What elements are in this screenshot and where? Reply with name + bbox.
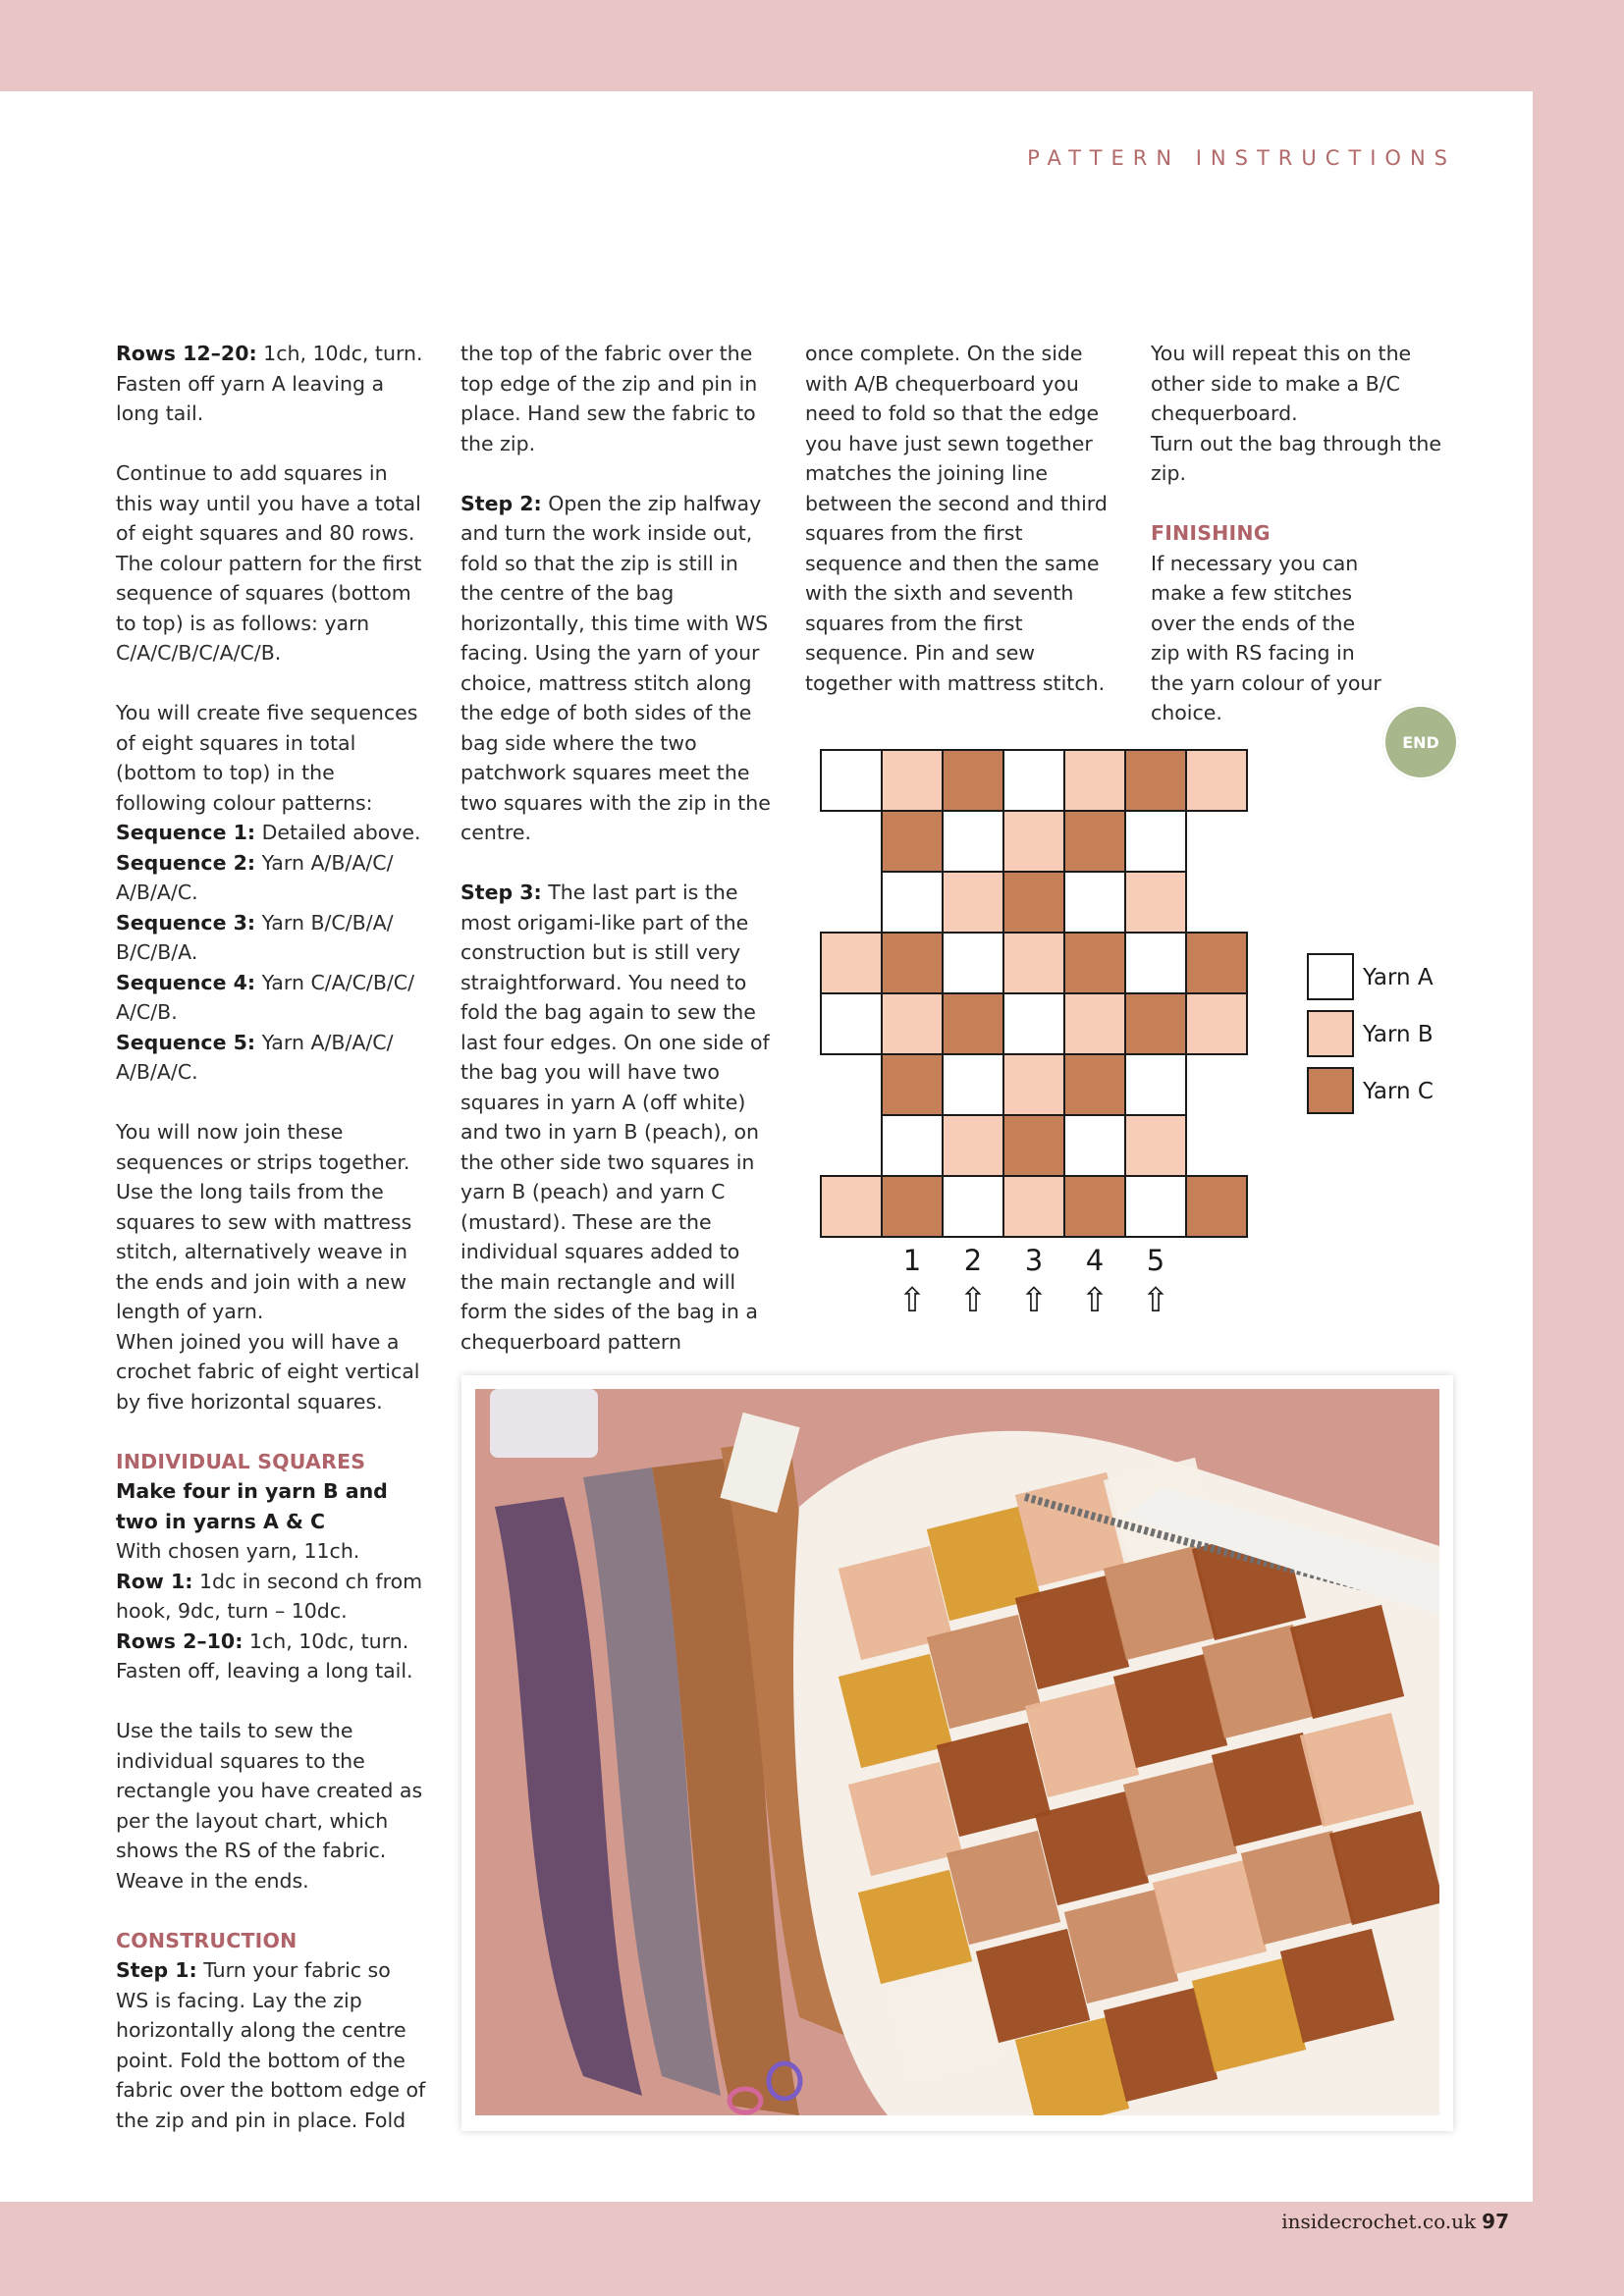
chart-cell-r1-c6 [1125, 750, 1186, 811]
sequence-5-text: Yarn A/B/A/C/ A/B/A/C. [116, 1030, 394, 1084]
chart-cell-r4-c4 [1003, 933, 1064, 993]
chart-cell-r6-c3 [943, 1054, 1003, 1115]
chart-cell-r1-c7 [1186, 750, 1247, 811]
chart-cell-r2-c2 [882, 811, 943, 872]
page-number: 97 [1482, 2210, 1509, 2233]
chart-cell-r1-c4 [1003, 750, 1064, 811]
sequence-2 [116, 848, 428, 908]
footer [1281, 2210, 1509, 2233]
sequence-3-text: Yarn B/C/B/A/ B/C/B/A. [116, 910, 394, 964]
chart-cell-r5-c7 [1186, 993, 1247, 1054]
sequence-arrow-5: ⇧ [1141, 1281, 1170, 1320]
rows-2-10-label: Rows 2–10: [116, 1629, 244, 1653]
column-2 [460, 339, 773, 1357]
sequence-label-3: 3 [1024, 1244, 1044, 1277]
column-1 [116, 339, 428, 2135]
chart-cell-r3-c6 [1125, 872, 1186, 933]
step-2-label: Step 2: [460, 491, 542, 515]
photo-frame [461, 1375, 1453, 2131]
tails-paragraph: Use the tails to sew the individual squares to the rectangle you have created as per the layout chart, which shows the RS of the fabric. Weave in the ends. [116, 1719, 423, 1893]
chart-cell-r7-c3 [943, 1115, 1003, 1176]
row-1-text: 1dc in second ch from hook, 9dc, turn – 10dc. [116, 1569, 423, 1623]
chart-cell-r2-c5 [1064, 811, 1125, 872]
chart-cell-r5-c4 [1003, 993, 1064, 1054]
sequence-3 [116, 908, 428, 968]
chart-cell-r2-c6 [1125, 811, 1186, 872]
rows-2-10 [116, 1627, 428, 1686]
legend-label-c: Yarn C [1363, 1079, 1434, 1104]
sequence-label-2: 2 [963, 1244, 983, 1277]
rows-12-20-label: Rows 12–20: [116, 342, 257, 365]
sequence-4-label: Sequence 4: [116, 970, 256, 994]
chart-cell-r6-c4 [1003, 1054, 1064, 1115]
chart-cell-r7-c2 [882, 1115, 943, 1176]
step-3-text: The last part is the most origami-like part of the construction but is still very straightforward. You need to fold the bag again to sew the last four edges. On one side of the bag you will have two squares in yarn A (off white) and two in yarn B (peach), on the other side two squares in yarn B (peach) and yarn C (mustard). These are the individual squares added to the main rectangle and will form the sides of the bag in a chequerboard pattern [460, 881, 770, 1354]
column-4 [1151, 339, 1445, 728]
construction-heading: CONSTRUCTION [116, 1928, 298, 1952]
legend-label-a: Yarn A [1363, 965, 1434, 990]
chart-cell-r8-c6 [1125, 1176, 1186, 1237]
chart-cell-r4-c7 [1186, 933, 1247, 993]
finishing-heading: FINISHING [1151, 521, 1271, 545]
footer-site: insidecrochet.co.uk [1281, 2210, 1477, 2233]
chart-cell-r8-c3 [943, 1176, 1003, 1237]
step-2-text: Open the zip halfway and turn the work inside out, fold so that the zip is still in the centre of the bag horizontally, this time with WS facing. Using the yarn of your choice, mattress stitch along the edge of both sides of the bag side where the two patchwork squares meet the two squares with the zip in the centre. [460, 491, 771, 844]
individual-squares-heading: INDIVIDUAL SQUARES [116, 1449, 366, 1473]
chequerboard-paragraph: once complete. On the side with A/B chequerboard you need to fold so that the edge you have just sewn together matches the joining line between the second and third squares from the first sequence and then the same with the sixth and seventh squares from the first sequence. Pin and sew together with mattress stitch. [805, 342, 1108, 695]
continue-paragraph: Continue to add squares in this way until you have a total of eight squares and 80 rows. The colour pattern for the first sequence of squares (bottom to top) is as follows: yarn C/A/C/B/C/A/C/B. [116, 461, 422, 665]
sequence-2-label: Sequence 2: [116, 850, 256, 875]
sequence-5 [116, 1028, 428, 1088]
repeat-paragraph: You will repeat this on the other side to make a B/C chequerboard. [1151, 342, 1412, 425]
sequence-2-text: Yarn A/B/A/C/ A/B/A/C. [116, 850, 394, 904]
chart-cell-r2-c4 [1003, 811, 1064, 872]
sequence-arrow-3: ⇧ [1019, 1281, 1049, 1320]
layout-chart [820, 749, 1448, 1338]
step-2 [460, 489, 773, 848]
sequence-3-label: Sequence 3: [116, 910, 256, 934]
individual-squares-subheading [116, 1476, 428, 1536]
sequence-5-label: Sequence 5: [116, 1030, 256, 1054]
chart-cell-r1-c5 [1064, 750, 1125, 811]
rows-2-10-text: 1ch, 10dc, turn. Fasten off, leaving a long tail. [116, 1629, 413, 1682]
step-3 [460, 878, 773, 1357]
page [0, 91, 1533, 2202]
chart-cell-r1-c1 [821, 750, 882, 811]
sequence-label-4: 4 [1085, 1244, 1105, 1277]
chart-cell-r6-c5 [1064, 1054, 1125, 1115]
chart-cell-r8-c5 [1064, 1176, 1125, 1237]
chart-cell-r5-c6 [1125, 993, 1186, 1054]
chart-cell-r8-c4 [1003, 1176, 1064, 1237]
chart-cell-r7-c5 [1064, 1115, 1125, 1176]
sequence-4-text: Yarn C/A/C/B/C/ A/C/B. [116, 970, 415, 1024]
chart-cell-r8-c2 [882, 1176, 943, 1237]
chart-cell-r4-c5 [1064, 933, 1125, 993]
chart-cell-r7-c4 [1003, 1115, 1064, 1176]
chart-cell-r8-c7 [1186, 1176, 1247, 1237]
section-header: PATTERN INSTRUCTIONS [1027, 146, 1456, 170]
sequence-label-5: 5 [1146, 1244, 1165, 1277]
end-badge: END [1382, 704, 1459, 780]
zip-top-paragraph: the top of the fabric over the top edge of the zip and pin in place. Hand sew the fabric to the zip. [460, 342, 758, 455]
chart-cell-r4-c6 [1125, 933, 1186, 993]
yarn-label-bottle [490, 1389, 598, 1458]
chart-cell-r8-c1 [821, 1176, 882, 1237]
chart-cell-r4-c1 [821, 933, 882, 993]
five-sequences-paragraph: You will create five sequences of eight squares in total (bottom to top) in the following colour patterns: [116, 701, 418, 815]
photo-illustration [475, 1389, 1439, 2115]
chart-cell-r1-c2 [882, 750, 943, 811]
sequence-4 [116, 968, 428, 1028]
chart-cell-r5-c1 [821, 993, 882, 1054]
sequence-1-text: Detailed above. [255, 821, 421, 844]
step-3-label: Step 3: [460, 881, 542, 904]
chart-cell-r4-c3 [943, 933, 1003, 993]
sequence-arrow-2: ⇧ [958, 1281, 988, 1320]
sequence-arrow-1: ⇧ [897, 1281, 927, 1320]
chart-cell-r3-c2 [882, 872, 943, 933]
step-1-label: Step 1: [116, 1958, 197, 1982]
chart-cell-r1-c3 [943, 750, 1003, 811]
row-1 [116, 1567, 428, 1627]
legend-swatch-b [1308, 1011, 1353, 1056]
sequence-arrow-4: ⇧ [1080, 1281, 1110, 1320]
row-1-label: Row 1: [116, 1569, 193, 1593]
turn-out-paragraph: Turn out the bag through the zip. [1151, 431, 1442, 485]
rows-12-20-paragraph [116, 339, 428, 429]
chosen-yarn-text: With chosen yarn, 11ch. [116, 1539, 360, 1563]
legend-swatch-a [1308, 954, 1353, 999]
finishing-paragraph: If necessary you can make a few stitches over the ends of the zip with RS facing in the yarn colour of your choice. [1151, 551, 1381, 724]
bag-and-yarn-photo [475, 1389, 1439, 2115]
chart-cell-r5-c3 [943, 993, 1003, 1054]
chart-cell-r6-c6 [1125, 1054, 1186, 1115]
sequence-label-1: 1 [902, 1244, 922, 1277]
sequence-1-label: Sequence 1: [116, 821, 256, 844]
legend-label-b: Yarn B [1363, 1022, 1434, 1047]
legend-swatch-c [1308, 1068, 1353, 1113]
chart-cell-r3-c3 [943, 872, 1003, 933]
step-1 [116, 1955, 428, 2135]
chart-cell-r3-c4 [1003, 872, 1064, 933]
rows-12-20-text: 1ch, 10dc, turn. Fasten off yarn A leaving a long tail. [116, 342, 423, 425]
chart-cell-r6-c2 [882, 1054, 943, 1115]
individual-squares-subheading-text: Make four in yarn B and two in yarns A & C [116, 1479, 388, 1533]
step-1-text: Turn your fabric so WS is facing. Lay the zip horizontally along the centre point. Fold the bottom of the fabric over the bottom edge of the zip and pin in place. Fold [116, 1958, 426, 2132]
chart-cell-r5-c5 [1064, 993, 1125, 1054]
join-paragraph: You will now join these sequences or strips together. Use the long tails from the squares to sew with mattress stitch, alternatively weave in the ends and join with a new length of yarn. [116, 1120, 412, 1323]
chart-cell-r4-c2 [882, 933, 943, 993]
chart-cell-r3-c5 [1064, 872, 1125, 933]
chart-cell-r5-c2 [882, 993, 943, 1054]
chart-cell-r7-c6 [1125, 1115, 1186, 1176]
sequence-1 [116, 818, 428, 848]
joined-paragraph: When joined you will have a crochet fabric of eight vertical by five horizontal squares. [116, 1329, 420, 1414]
column-3 [805, 339, 1117, 698]
chart-cell-r2-c3 [943, 811, 1003, 872]
